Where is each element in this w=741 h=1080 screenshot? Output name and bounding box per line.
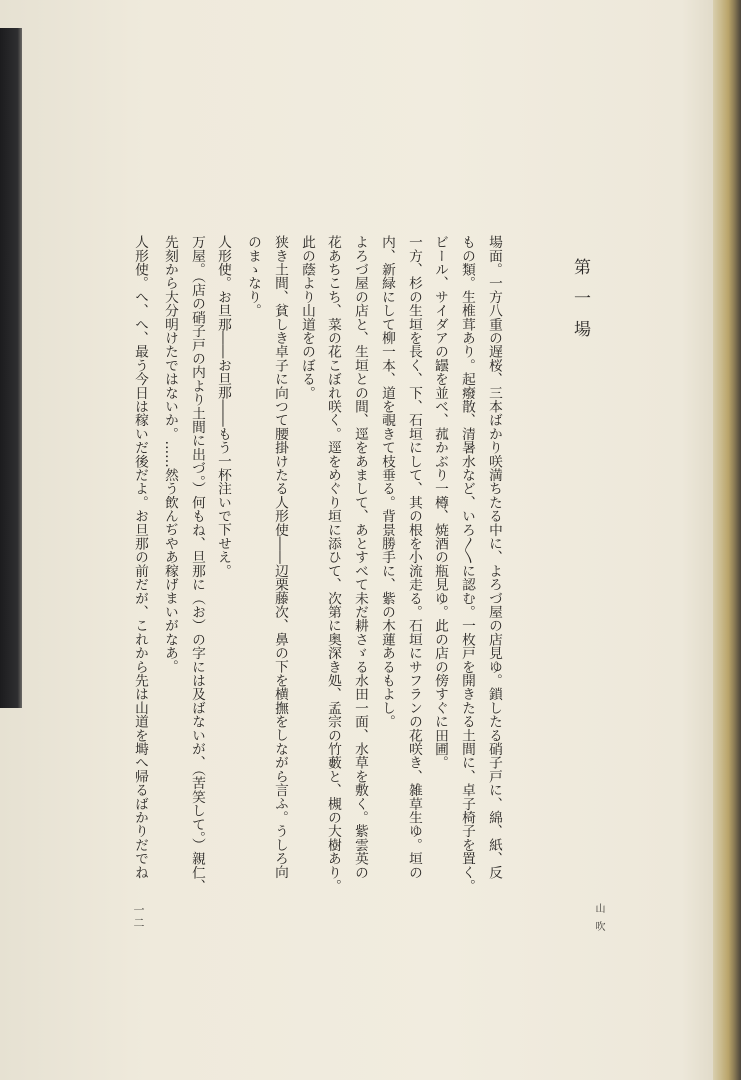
page-number: 一二 [132,904,145,930]
dialogue-column: 人形使。お旦那――お旦那――もう一杯注いで下せえ。 [215,235,231,578]
text-column: 狭き土間、貧しき卓子に向つて腰掛けたる人形使――辺栗藤次、鼻の下を横撫をしながら言ふ。うしろ向 [272,235,288,879]
text-column: よろづ屋の店と、生垣との間、逕をあまして、あとすべて未だ耕さゞる水田一面、水草を敷く。紫雲英の [352,235,368,879]
running-title: 山吹 [593,903,604,939]
page-edges [713,0,741,1080]
text-column: 此の蔭より山道をのぼる。 [299,235,315,400]
scene-title: 第一場 [570,258,590,351]
text-column: 内、新緑にして柳一本、道を覗きて枝垂る。背景勝手に、紫の木蓮あるもよし。 [379,235,395,729]
text-column: 場面。一方八重の遅桜、三本ばかり咲満ちたる中に、よろづ屋の店見ゆ。鎖したる硝子戸に、綿、紙、反 [486,235,502,879]
text-column: もの類。生椎茸あり。起癈散、清暑水など、いろ〱に認む。一枚戸を開きたる土間に、卓子椅子を置く。 [459,235,475,893]
dialogue-column: 万屋。（店の硝子戸の内より土間に出づ。）何もね、旦那に（お）の字には及ばないが、（苦笑して。）親仁、 [189,235,205,893]
text-column: のまゝなり。 [245,235,261,318]
dialogue-column: 人形使。へ、へ、最う今日は稼いだ後だよ。お旦那の前だが、これから先は山道を塒へ帰るばかりだでね [132,235,148,879]
text-column: 一方、杉の生垣を長く、下、石垣にして、其の根を小流走る。石垣にサフランの花咲き、雑草生ゆ。垣の [406,235,422,879]
text-column: ビール、サイダアの罎を並べ、菰かぶり一樽、焼酒の瓶見ゆ。此の店の傍すぐに田圃。 [432,235,448,770]
dialogue-column: 先刻から大分明けたではないか。……然う飲んぢやあ稼げまいがなあ。 [162,235,178,674]
book-spine-shadow [0,28,22,708]
text-column: 花あちこち、菜の花こぼれ咲く。逕をめぐり垣に添ひて、次第に奥深き処、孟宗の竹藪と、槻の大樹あり。 [325,235,341,893]
